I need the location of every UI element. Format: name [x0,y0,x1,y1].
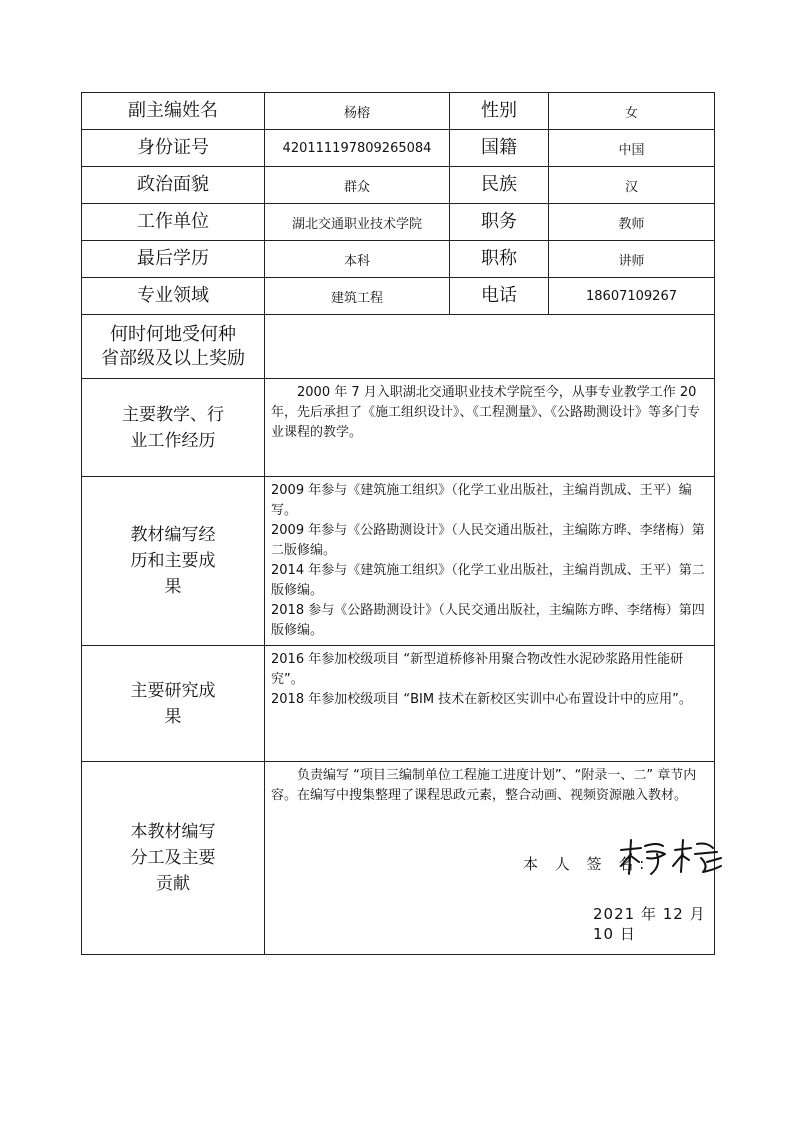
research-item: 2016 年参加校级项目 “新型道桥修补用聚合物改性水泥砂浆路用性能研究”。 [271,652,684,687]
experience-cell [265,379,715,477]
table-row [82,762,715,955]
signature-label: 本 人 签 名: [523,855,651,873]
label-experience-line: 业工作经历 [130,430,216,451]
label-education: 最后学历 [82,241,265,278]
awards-content [265,315,715,379]
value-name: 杨榕 [265,93,450,130]
table-row [82,167,715,204]
label-contribution-line: 本教材编写 [130,822,216,842]
textbook-item: 2014 年参与《建筑施工组织》（化学工业出版社，主编肖凯成、王平）第二版修编。 [271,563,705,598]
value-title: 讲师 [549,241,715,278]
textbook-item: 2018 参与《公路勘测设计》（人民交通出版社，主编陈方晔、李绪梅）第四版修编。 [271,603,705,638]
label-textbooks [82,477,265,646]
research-item: 2018 年参加校级项目 “BIM 技术在新校区实训中心布置设计中的应用”。 [271,692,692,707]
label-contribution [82,762,265,955]
table-row [82,315,715,379]
label-political-status: 政治面貌 [82,167,265,204]
table-row [82,477,715,646]
label-research-line: 果 [164,706,182,727]
label-awards-line: 何时何地受何种 [110,323,236,345]
label-experience [82,379,265,477]
label-experience-line: 主要教学、行 [122,404,224,425]
label-awards-line: 省部级及以上奖励 [101,347,245,369]
value-id-number: 420111197809265084 [265,130,450,167]
contribution-content: 负责编写 “项目三编制单位工程施工进度计划”、“附录一、二” 章节内容。在编写中搜集整理了课程思政元素，整合动画、视频资源融入教材。 [271,768,697,803]
table-row [82,646,715,762]
label-id-number: 身份证号 [82,130,265,167]
contribution-cell [265,762,715,955]
value-phone: 18607109267 [549,278,715,315]
textbook-item: 2009 年参与《建筑施工组织》（化学工业出版社，主编肖凯成、王平）编写。 [271,483,692,518]
value-nationality: 中国 [549,130,715,167]
value-work-unit: 湖北交通职业技术学院 [265,204,450,241]
value-position: 教师 [549,204,715,241]
label-position: 职务 [450,204,549,241]
label-research [82,646,265,762]
label-title: 职称 [450,241,549,278]
label-nationality: 国籍 [450,130,549,167]
table-row [82,130,715,167]
label-work-unit: 工作单位 [82,204,265,241]
table-row [82,204,715,241]
info-form-table [81,92,715,955]
label-textbooks-line: 果 [164,577,182,597]
label-contribution-line: 贡献 [156,874,190,894]
table-row [82,241,715,278]
label-phone: 电话 [450,278,549,315]
value-field: 建筑工程 [265,278,450,315]
textbooks-cell [265,477,715,646]
label-textbooks-line: 历和主要成 [130,551,216,571]
label-textbooks-line: 教材编写经 [130,525,216,545]
table-row [82,93,715,130]
textbook-item: 2009 年参与《公路勘测设计》（人民交通出版社，主编陈方晔、李绪梅）第二版修编。 [271,523,705,558]
value-education: 本科 [265,241,450,278]
table-row [82,379,715,477]
signature-area [271,806,708,950]
value-ethnicity: 汉 [549,167,715,204]
label-awards [82,315,265,379]
research-cell [265,646,715,762]
label-contribution-line: 分工及主要 [130,848,216,868]
label-deputy-editor-name: 副主编姓名 [82,93,265,130]
label-ethnicity: 民族 [450,167,549,204]
experience-content: 2000 年 7 月入职湖北交通职业技术学院至今，从事专业教学工作 20 年，先后承担了《施工组织设计》、《工程测量》、《公路勘测设计》等多门专业课程的教学。 [271,385,701,440]
signature-date: 2021 年 12 月 10 日 [593,905,706,943]
value-gender: 女 [549,93,715,130]
label-gender: 性别 [450,93,549,130]
handwritten-signature [617,836,727,878]
value-political-status: 群众 [265,167,450,204]
table-row [82,278,715,315]
label-research-line: 主要研究成 [130,680,216,701]
label-field: 专业领域 [82,278,265,315]
